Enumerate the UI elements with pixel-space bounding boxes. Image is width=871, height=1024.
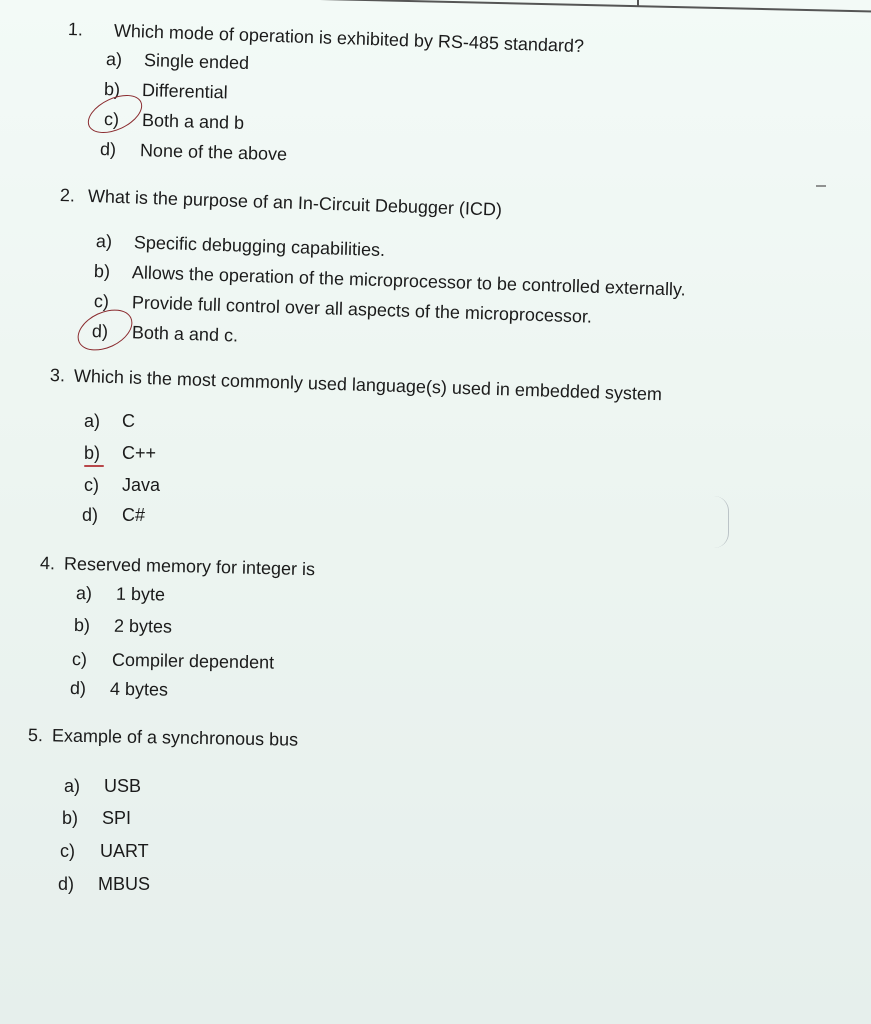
option-letter: b) (62, 808, 79, 828)
option-text: MBUS (98, 874, 151, 894)
option-text: Java (122, 475, 161, 495)
question-5-option-d (58, 875, 150, 893)
option-letter: c) (93, 291, 110, 312)
option-text: Both a and b (141, 110, 245, 133)
option-letter: a) (64, 776, 81, 796)
stray-mark (816, 185, 826, 187)
question-4-option-d (70, 679, 168, 699)
option-letter: a) (84, 411, 101, 431)
option-letter: c) (71, 649, 88, 670)
option-letter: d) (99, 139, 117, 160)
option-letter: b) (103, 79, 121, 100)
option-letter: a) (75, 583, 93, 604)
option-letter: d) (91, 321, 109, 342)
option-text: Differential (141, 80, 228, 103)
question-number: 2. (59, 185, 76, 206)
option-text: 2 bytes (113, 615, 173, 637)
question-text: What is the purpose of an In-Circuit Debugger (ICD) (87, 185, 503, 220)
option-letter: a) (105, 49, 123, 70)
option-text: UART (100, 841, 149, 861)
option-text: SPI (102, 808, 132, 828)
question-text: Which mode of operation is exhibited by RS-485 standard? (113, 20, 585, 57)
question-5-option-b (62, 809, 131, 827)
stray-pen-arc (714, 496, 729, 548)
option-letter: b) (84, 443, 101, 463)
question-4-option-a (76, 584, 165, 604)
question-2-option-a (96, 232, 386, 259)
option-text: None of the above (139, 140, 288, 165)
question-3-option-c (84, 476, 160, 494)
option-text: Allows the operation of the microprocessor to be controlled externally. (131, 262, 686, 300)
question-4-option-b (74, 616, 172, 636)
question-number: 5. (27, 725, 44, 746)
question-2 (60, 186, 503, 219)
option-letter: d) (58, 874, 75, 894)
option-text: Single ended (143, 50, 250, 73)
question-1-option-a (106, 50, 250, 72)
top-border-line (320, 0, 871, 14)
option-text: C (122, 411, 135, 431)
question-text: Reserved memory for integer is (63, 553, 316, 580)
question-5 (28, 726, 298, 749)
option-letter: b) (93, 261, 111, 282)
question-3-option-a (84, 412, 135, 430)
option-text: Provide full control over all aspects of the microprocessor. (131, 292, 593, 327)
option-letter: c) (103, 109, 120, 130)
question-number: 4. (39, 553, 56, 574)
option-letter: c) (60, 841, 75, 861)
option-text: 4 bytes (109, 678, 169, 700)
question-4 (40, 554, 315, 578)
question-number: 3. (49, 365, 66, 386)
question-number: 1. (67, 19, 84, 40)
question-1-option-d (100, 140, 288, 163)
question-3-option-d (82, 506, 145, 524)
option-text: 1 byte (115, 583, 166, 605)
question-5-option-a (64, 777, 141, 795)
question-3 (50, 366, 663, 403)
answer-underline-q3 (84, 465, 104, 467)
question-text: Which is the most commonly used language(s) used in embedded system (73, 365, 663, 405)
question-5-option-c (60, 842, 149, 860)
option-text: C++ (122, 443, 157, 463)
option-letter: d) (69, 678, 87, 699)
option-letter: b) (73, 615, 91, 636)
question-2-option-c (94, 292, 593, 326)
option-text: Specific debugging capabilities. (133, 232, 386, 261)
option-letter: c) (84, 475, 99, 495)
question-4-option-c (72, 650, 274, 672)
question-text: Example of a synchronous bus (51, 725, 299, 750)
top-border-tick (637, 0, 639, 6)
option-letter: a) (95, 231, 113, 252)
option-text: USB (104, 776, 142, 796)
option-text: C# (122, 505, 146, 525)
option-letter: d) (82, 505, 99, 525)
question-3-option-b (84, 444, 156, 462)
option-text: Both a and c. (131, 322, 239, 346)
option-text: Compiler dependent (111, 649, 275, 673)
